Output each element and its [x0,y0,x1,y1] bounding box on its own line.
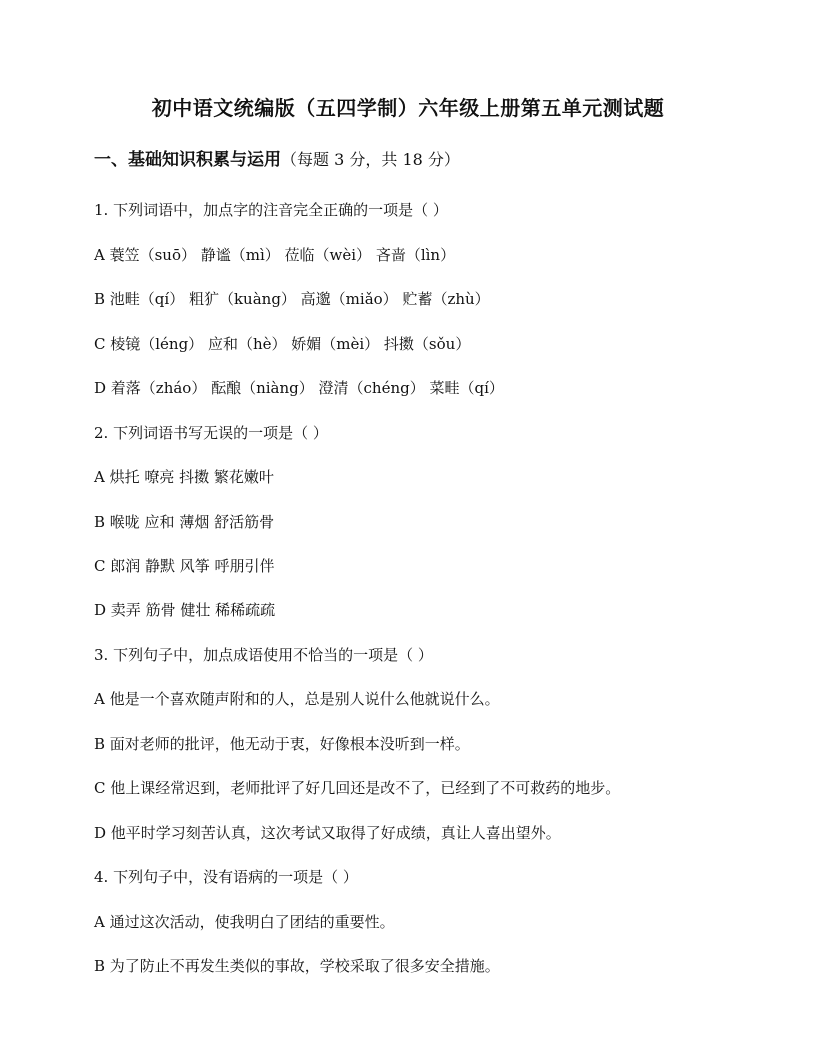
question-3-stem: 3. 下列句子中，加点成语使用不恰当的一项是（ ） [94,646,433,664]
question-4-option-b: B 为了防止不再发生类似的事故，学校采取了很多安全措施。 [94,957,500,975]
question-3-option-d: D 他平时学习刻苦认真，这次考试又取得了好成绩，真让人喜出望外。 [94,824,561,842]
question-2-stem: 2. 下列词语书写无误的一项是（ ） [94,424,328,442]
section-heading-score-note: （每题 3 分，共 18 分） [281,150,460,169]
question-4-option-a: A 通过这次活动，使我明白了团结的重要性。 [94,913,395,931]
question-1-option-a: A 蓑笠（suō） 静谧（mì） 莅临（wèi） 吝啬（lìn） [94,246,456,264]
question-3-option-a: A 他是一个喜欢随声附和的人，总是别人说什么他就说什么。 [94,690,500,708]
question-1-option-b: B 池畦（qí） 粗犷（kuàng） 高邈（miǎo） 贮蓄（zhù） [94,290,490,308]
question-2-option-a: A 烘托 嘹亮 抖擞 繁花嫩叶 [94,468,274,486]
question-2-option-b: B 喉咙 应和 薄烟 舒活筋骨 [94,513,275,531]
question-2-option-d: D 卖弄 筋骨 健壮 稀稀疏疏 [94,601,276,619]
document-title: 初中语文统编版（五四学制）六年级上册第五单元测试题 [151,96,665,120]
section-heading-title: 一、基础知识积累与运用 [94,150,281,170]
question-1-option-c: C 棱镜（léng） 应和（hè） 娇媚（mèi） 抖擞（sǒu） [94,335,471,353]
question-2-option-c: C 郎润 静默 风筝 呼朋引伴 [94,557,275,575]
question-3-option-c: C 他上课经常迟到，老师批评了好几回还是改不了，已经到了不可救药的地步。 [94,779,621,797]
question-1-stem: 1. 下列词语中，加点字的注音完全正确的一项是（ ） [94,201,448,219]
question-3-option-b: B 面对老师的批评，他无动于衷，好像根本没听到一样。 [94,735,470,753]
section-heading [94,146,460,174]
question-4-stem: 4. 下列句子中，没有语病的一项是（ ） [94,868,358,886]
question-1-option-d: D 着落（zháo） 酝酿（niàng） 澄清（chéng） 菜畦（qí） [94,379,504,397]
